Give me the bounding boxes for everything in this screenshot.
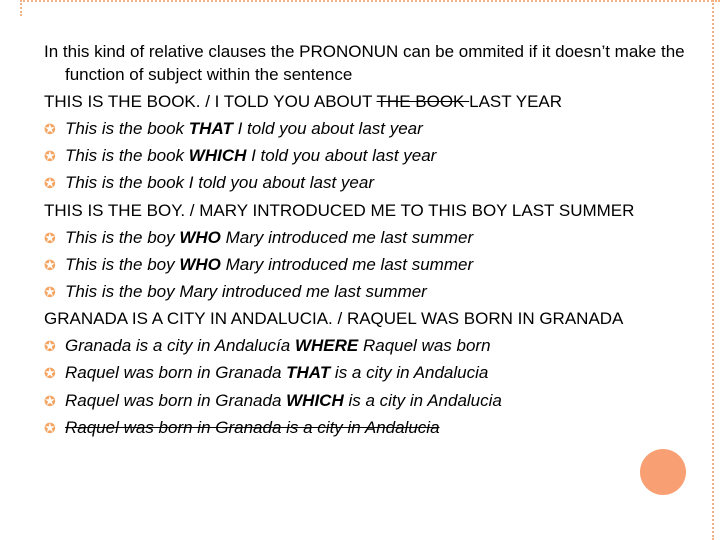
intro-text [44,40,716,86]
bullet-item [44,253,716,276]
bullet-text: This is the boy [65,254,180,274]
heading-text: LAST YEAR [469,92,563,111]
bullet-text: Mary introduced me last summer [220,254,474,274]
bullet-text: is a city in Andalucia [343,390,502,410]
bullet-text: is a city in Andalucia [330,363,489,383]
bullet-icon: ✪ [44,148,56,165]
heading-text: THIS IS THE BOY. / MARY INTRODUCED ME TO THIS BOY LAST SUMMER [44,200,635,220]
section1-heading [44,90,716,113]
bullet-icon: ✪ [44,365,56,382]
relative-pronoun: WHO [179,227,221,247]
bullet-item [44,144,716,167]
bullet-text: Granada is a city in Andalucía [65,336,295,356]
bullet-item [44,117,716,140]
bullet-text: This is the boy Mary introduced me last summer [65,281,427,301]
decorative-frame-top [20,0,720,4]
intro-line: In this kind of relative clauses the PRONONUN can be ommited if it doesn’t make the function of subject within the sentence [44,42,685,84]
decorative-frame-left [20,0,22,16]
bullet-text: Raquel was born in Granada [65,363,287,383]
bullet-item [44,171,716,194]
bullet-text: This is the boy [65,227,180,247]
bullet-text: I told you about last year [232,119,423,138]
bullet-text: Raquel was born [358,336,491,356]
bullet-icon: ✪ [44,419,56,436]
bullet-icon: ✪ [44,338,56,355]
relative-pronoun: THAT [286,363,331,383]
struck-text: THE BOOK [376,92,470,111]
bullet-text: Raquel was born in Granada [65,390,287,410]
bullet-item [44,226,716,249]
relative-pronoun: THAT [188,119,233,138]
bullet-icon: ✪ [44,175,56,192]
bullet-item [44,280,716,303]
heading-text: GRANADA IS A CITY IN ANDALUCIA. / RAQUEL WAS BORN IN GRANADA [44,309,624,329]
section3-heading [44,307,716,330]
bullet-item [44,334,716,357]
bullet-text: This is the book I told you about last year [65,173,375,193]
struck-text: Raquel was born in Granada is a city in Andalucia [65,417,440,437]
slide-content [44,40,716,443]
bullet-icon: ✪ [44,229,56,246]
bullet-icon: ✪ [44,392,56,409]
decorative-circle [640,449,686,495]
bullet-item [44,361,716,384]
relative-pronoun: WHICH [188,146,247,166]
bullet-item [44,389,716,412]
bullet-icon: ✪ [44,256,56,273]
relative-pronoun: WHO [179,254,221,274]
bullet-icon: ✪ [44,283,56,300]
heading-text: THIS IS THE BOOK. / I TOLD YOU ABOUT [44,92,377,111]
section2-heading [44,199,716,222]
relative-pronoun: WHICH [286,390,344,410]
relative-pronoun: WHERE [294,336,359,356]
bullet-text: This is the book [65,146,189,166]
bullet-text: I told you about last year [246,146,437,166]
bullet-icon: ✪ [44,121,56,137]
bullet-text: This is the book [65,119,189,138]
bullet-text: Mary introduced me last summer [220,227,474,247]
bullet-item [44,416,716,439]
